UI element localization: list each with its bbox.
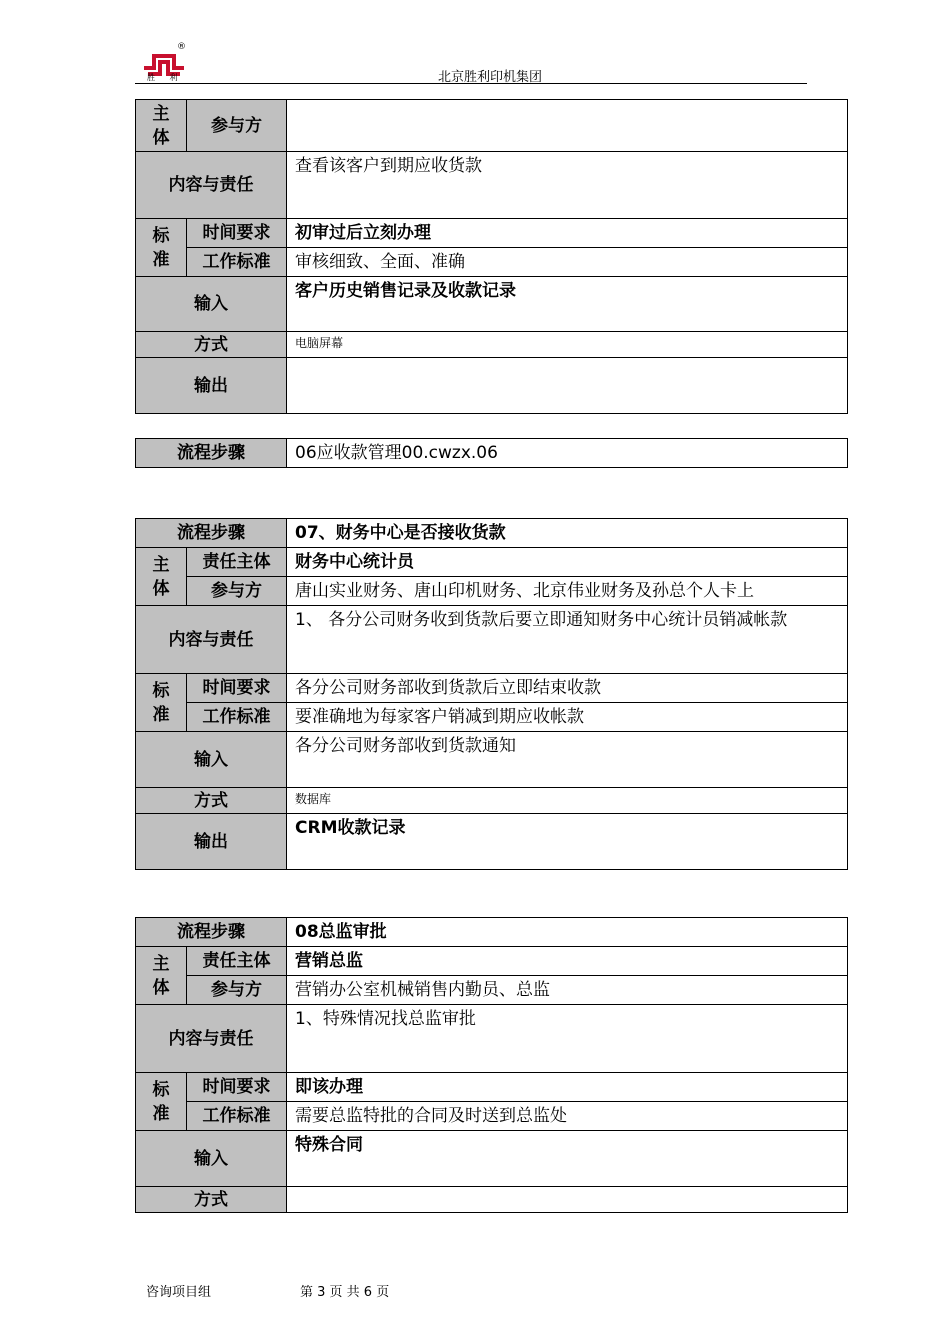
work-standard-value: 需要总监特批的合同及时送到总监处 [287,1102,848,1131]
output-value: CRM收款记录 [287,814,848,870]
table-row [136,1005,848,1073]
participant-label: 参与方 [187,577,287,606]
responsible-label: 责任主体 [187,548,287,577]
responsible-value: 营销总监 [287,947,848,976]
group-label-standard: 标 准 [136,674,187,732]
table-row [136,1073,848,1102]
work-standard-label: 工作标准 [187,703,287,732]
footer-group: 咨询项目组 [146,1285,212,1300]
work-standard-value: 要准确地为每家客户销减到期应收帐款 [287,703,848,732]
time-value: 初审过后立刻办理 [287,219,848,248]
table-row [136,1131,848,1187]
work-standard-label: 工作标准 [187,1102,287,1131]
table-row [136,100,848,152]
table-row [136,976,848,1005]
table-row [136,606,848,674]
time-label: 时间要求 [187,674,287,703]
table-row [136,219,848,248]
content-label: 内容与责任 [136,606,287,674]
content-label: 内容与责任 [136,1005,287,1073]
step-value: 07、财务中心是否接收货款 [287,519,848,548]
content-value: 1、特殊情况找总监审批 [287,1005,848,1073]
table-row [136,519,848,548]
table-row [136,577,848,606]
step-value: 06应收款管理00.cwzx.06 [287,439,848,468]
time-label: 时间要求 [187,219,287,248]
group-label-subject: 主 体 [136,548,187,606]
page-header [0,0,950,90]
step-value: 08总监审批 [287,918,848,947]
method-label: 方式 [136,1187,287,1213]
method-label: 方式 [136,332,287,358]
method-value: 数据库 [287,788,848,814]
responsible-label: 责任主体 [187,947,287,976]
table-row [136,788,848,814]
responsible-value: 财务中心统计员 [287,548,848,577]
header-rule [135,83,807,84]
input-label: 输入 [136,732,287,788]
process-table-3 [135,518,848,870]
input-value: 各分公司财务部收到货款通知 [287,732,848,788]
table-row [136,332,848,358]
step-label: 流程步骤 [136,918,287,947]
table-row [136,1102,848,1131]
input-value: 客户历史销售记录及收款记录 [287,277,848,332]
participant-value: 唐山实业财务、唐山印机财务、北京伟业财务及孙总个人卡上 [287,577,848,606]
registered-mark: ® [177,42,186,52]
table-row [136,358,848,414]
participant-value [287,100,848,152]
process-table-4 [135,917,848,1213]
table-row [136,674,848,703]
work-standard-label: 工作标准 [187,248,287,277]
method-value: 电脑屏幕 [287,332,848,358]
content-value: 查看该客户到期应收货款 [287,152,848,219]
output-label: 输出 [136,358,287,414]
process-table-1 [135,99,848,414]
group-label-subject: 主 体 [136,947,187,1005]
company-name: 北京胜利印机集团 [438,70,543,85]
content-label: 内容与责任 [136,152,287,219]
step-label: 流程步骤 [136,439,287,468]
participant-label: 参与方 [187,976,287,1005]
group-label-subject: 主 体 [136,100,187,152]
step-label: 流程步骤 [136,519,287,548]
group-label-standard: 标 准 [136,1073,187,1131]
participant-value: 营销办公室机械销售内勤员、总监 [287,976,848,1005]
time-value: 即该办理 [287,1073,848,1102]
method-value [287,1187,848,1213]
table-row [136,732,848,788]
table-row [136,814,848,870]
table-row [136,248,848,277]
table-row [136,439,848,468]
logo-caption: 胜 利 [147,73,184,82]
process-table-2 [135,438,848,468]
group-label-standard: 标 准 [136,219,187,277]
table-row [136,152,848,219]
input-label: 输入 [136,277,287,332]
input-value: 特殊合同 [287,1131,848,1187]
content-value: 1、 各分公司财务收到货款后要立即通知财务中心统计员销减帐款 [295,610,788,630]
time-label: 时间要求 [187,1073,287,1102]
content-cell [287,606,848,674]
participant-label: 参与方 [187,100,287,152]
table-row [136,703,848,732]
table-row [136,548,848,577]
table-row [136,277,848,332]
output-label: 输出 [136,814,287,870]
output-value [287,358,848,414]
input-label: 输入 [136,1131,287,1187]
work-standard-value: 审核细致、全面、准确 [287,248,848,277]
table-row [136,1187,848,1213]
table-row [136,947,848,976]
time-value: 各分公司财务部收到货款后立即结束收款 [287,674,848,703]
table-row [136,918,848,947]
method-label: 方式 [136,788,287,814]
footer-page-number: 第 3 页 共 6 页 [300,1285,390,1300]
